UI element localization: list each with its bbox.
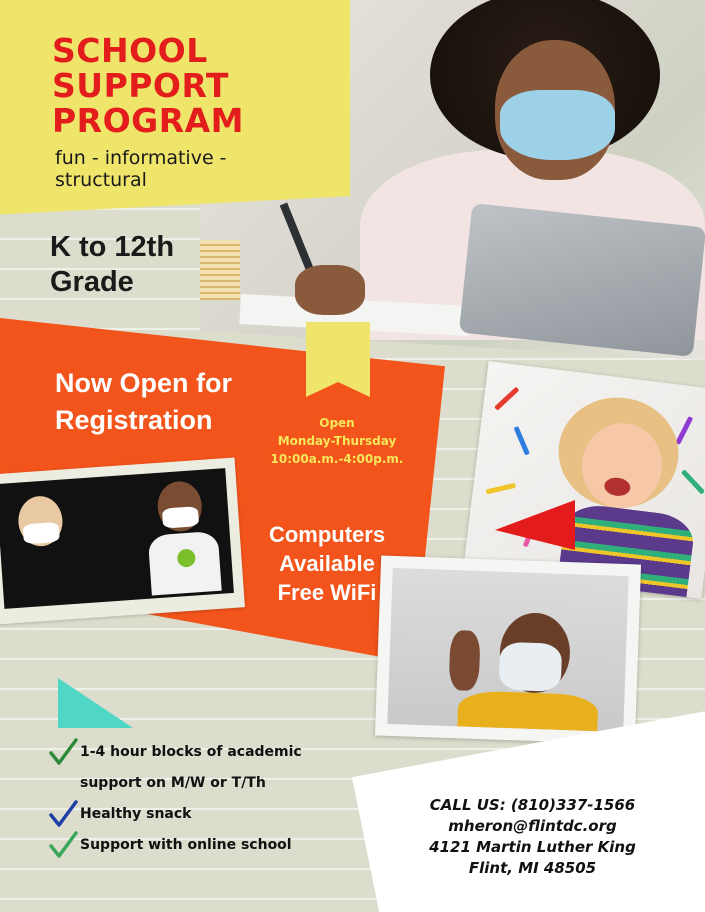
- list-item: [48, 802, 348, 833]
- registration-line: Registration: [55, 405, 213, 435]
- checkmark-icon: [48, 738, 78, 768]
- checkmark-icon: [48, 800, 78, 830]
- amenity-line: Available: [279, 551, 375, 576]
- hours-line: Monday-Thursday: [277, 434, 397, 448]
- tagline-line: fun - informative -: [55, 147, 227, 169]
- crayon: [681, 469, 705, 494]
- kid-boy-mask: [162, 506, 199, 528]
- hero-hand: [295, 265, 365, 315]
- tagline-line: structural: [55, 169, 147, 191]
- crayon: [486, 483, 516, 495]
- amenity-line: Computers: [268, 522, 386, 547]
- kid-girl-mask: [23, 522, 60, 544]
- grade-range: [50, 230, 200, 300]
- registration-heading: [55, 365, 255, 439]
- contact-email[interactable]: mheron@flintdc.org: [448, 817, 617, 835]
- title-line: SUPPORT: [52, 66, 229, 105]
- grade-line: Grade: [50, 266, 134, 298]
- list-item-text: 1-4 hour blocks of academic: [80, 744, 302, 760]
- contact-info: [400, 795, 665, 879]
- boy-mask: [499, 642, 563, 692]
- list-item-text: support on M/W or T/Th: [80, 775, 266, 791]
- hero-face-mask: [500, 90, 615, 160]
- benefits-checklist: [48, 740, 348, 864]
- registration-line: Now Open for: [55, 368, 232, 398]
- list-item: [48, 833, 348, 864]
- masked-kids-photo: [0, 468, 234, 609]
- boy-yellow-shirt: [456, 690, 598, 732]
- program-title: [52, 33, 322, 138]
- crayon: [675, 416, 693, 445]
- photo-card-thumbs-up: [375, 556, 641, 745]
- amenities-info: [262, 520, 392, 607]
- hours-line: 10:00a.m.-4:00p.m.: [270, 452, 404, 466]
- list-item: [48, 740, 348, 771]
- contact-city: Flint, MI 48505: [468, 859, 597, 877]
- book-stack: [200, 240, 240, 300]
- thumbs-up-photo: [387, 568, 628, 732]
- hours-line: Open: [319, 416, 355, 430]
- tablet: [459, 203, 705, 357]
- list-item: [48, 771, 348, 802]
- list-item-text: Healthy snack: [80, 806, 192, 822]
- grade-line: K to 12th: [50, 231, 175, 263]
- thumbs-up-icon: [449, 630, 481, 691]
- title-line: SCHOOL: [52, 31, 208, 70]
- contact-phone[interactable]: CALL US: (810)337-1566: [429, 796, 636, 814]
- contact-street: 4121 Martin Luther King: [429, 838, 636, 856]
- photo-card-masked-kids: [0, 457, 245, 624]
- tagline: [55, 147, 295, 191]
- crayon: [514, 426, 530, 456]
- amenity-line: Free WiFi: [277, 580, 377, 605]
- list-item-text: Support with online school: [80, 837, 292, 853]
- title-line: PROGRAM: [52, 101, 245, 140]
- crayon: [494, 387, 519, 411]
- hours-info: [262, 414, 412, 468]
- checkmark-icon: [48, 831, 78, 861]
